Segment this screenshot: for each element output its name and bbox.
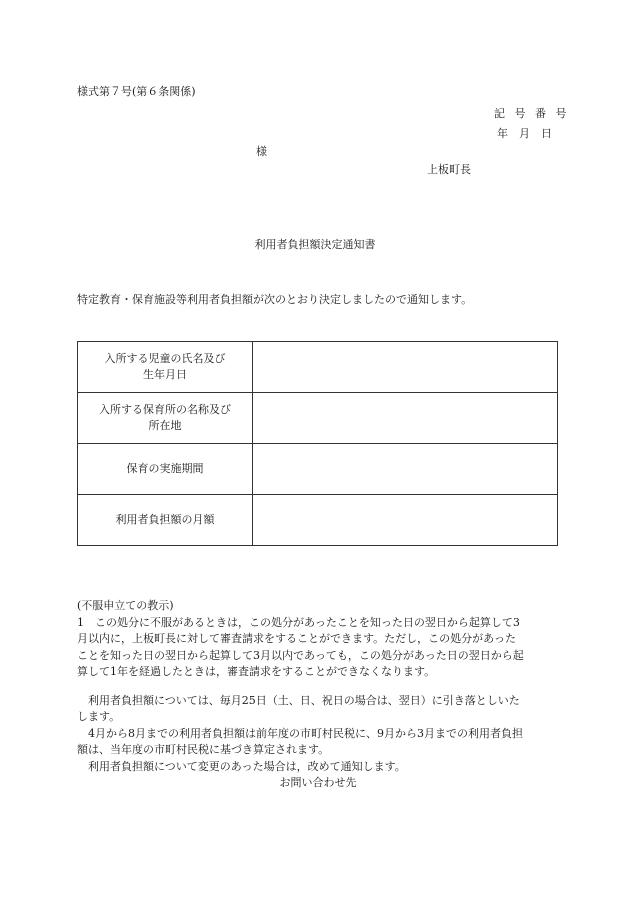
label-nursery-name-address — [78, 393, 253, 444]
objection-section — [77, 598, 559, 792]
record-number: 記 号 番 号 — [494, 107, 570, 120]
value-monthly-fee — [253, 495, 558, 546]
table-row — [78, 495, 558, 546]
objection-text-line: ことを知った日の翌日から起算して3月以内であっても，この処分があった日の翌日から起 — [77, 648, 524, 662]
label-line: 入所する児童の氏名及び — [104, 351, 226, 365]
value-care-period — [253, 444, 558, 495]
objection-text-line: 月以内に，上板町長に対して審査請求をすることができます。ただし，この処分があった — [77, 632, 517, 645]
value-nursery-name-address — [253, 393, 558, 444]
addressee: 様 — [256, 145, 267, 158]
label-care-period — [78, 444, 253, 495]
change-notice: 利用者負担額について変更のあった場合は，改めて通知します。 — [88, 759, 406, 773]
label-line: 生年月日 — [143, 368, 187, 381]
objection-text-line: 算して1年を経過したときは，審査請求をすることができなくなります。 — [77, 665, 436, 678]
date-line: 年 月 日 — [497, 127, 552, 140]
objection-text-line: 1 この処分に不服があるときは，この処分があったことを知った日の翌日から起算して3 — [77, 615, 520, 629]
basis-note-line: 額は、当年度の市町村民税に基づき算定されます。 — [77, 743, 330, 756]
label-monthly-fee — [78, 495, 253, 546]
label-line: 所在地 — [148, 419, 182, 432]
label-line: 利用者負担額の月額 — [115, 512, 215, 526]
value-child-name-birthdate — [253, 342, 558, 393]
payment-note-line: 利用者負担額については、毎月25日（土、日、祝日の場合は、翌日）に引き落としいた — [88, 693, 520, 707]
objection-heading: (不服申立ての教示) — [77, 599, 174, 612]
basis-note-line: 4月から8月までの利用者負担額は前年度の市町村民税に、9月から3月までの利用者負担 — [88, 726, 523, 740]
form-number: 様式第７号(第６条関係) — [77, 85, 196, 98]
document-title: 利用者負担額決定通知書 — [254, 238, 376, 251]
contact-heading: お問い合わせ先 — [279, 776, 357, 789]
label-child-name-birthdate — [78, 342, 253, 393]
table-row — [78, 342, 558, 393]
issuer: 上板町長 — [427, 163, 471, 176]
table-row — [78, 444, 558, 495]
info-table — [77, 341, 558, 546]
spacer — [77, 681, 559, 693]
table-row — [78, 393, 558, 444]
label-line: 入所する保育所の名称及び — [99, 402, 231, 416]
intro-text: 特定教育・保育施設等利用者負担額が次のとおり決定しましたので通知します。 — [77, 293, 473, 306]
payment-note-line: します。 — [77, 710, 121, 723]
label-line: 保育の実施期間 — [126, 461, 204, 475]
